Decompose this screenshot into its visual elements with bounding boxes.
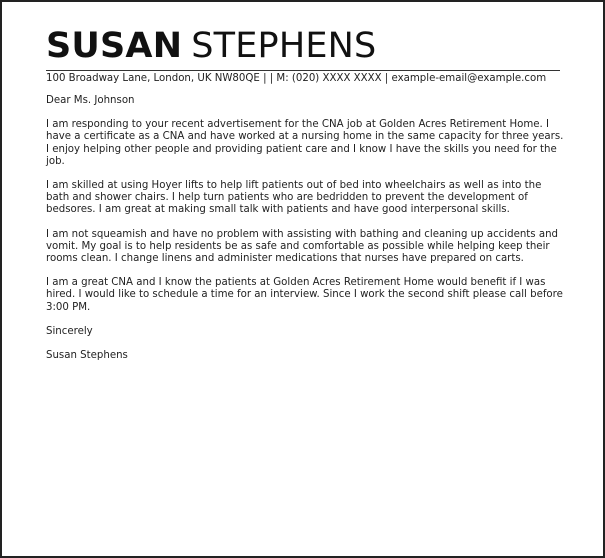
sender-last-name: STEPHENS bbox=[191, 26, 377, 66]
body-paragraph-2: I am skilled at using Hoyer lifts to help lift patients out of bed into wheelchairs as well as into the bath and shower chairs. I help turn patients who are bedridden to prevent the development of bedsores. I am great at making small talk with patients and have good interpersonal skills. bbox=[46, 180, 542, 216]
header-divider bbox=[46, 70, 560, 71]
salutation: Dear Ms. Johnson bbox=[46, 95, 135, 106]
body-paragraph-3: I am not squeamish and have no problem with assisting with bathing and cleaning up accidents and vomit. My goal is to help residents be as safe and comfortable as possible while helping keep their rooms clean. I change linens and administer medications that nurses have prepared on carts. bbox=[46, 228, 558, 265]
sender-name-heading bbox=[46, 26, 376, 66]
letter-body bbox=[46, 95, 566, 362]
body-paragraph-4: I am a great CNA and I know the patients at Golden Acres Retirement Home would benefit if I was hired. I would like to schedule a time for an interview. Since I work the second shift please call before 3:00 PM. bbox=[46, 277, 563, 313]
body-paragraph-1: I am responding to your recent advertisement for the CNA job at Golden Acres Retirement Home. I have a certificate as a CNA and have worked at a nursing home in the same capacity for three years. I enjoy helping other people and providing patient care and I know I have the skills you need for the job. bbox=[46, 119, 564, 167]
closing: Sincerely bbox=[46, 325, 93, 337]
sender-first-name: SUSAN bbox=[46, 26, 183, 66]
contact-line: 100 Broadway Lane, London, UK NW80QE | | M: (020) XXXX XXXX | example-email@example.com bbox=[46, 73, 547, 84]
signature-name: Susan Stephens bbox=[46, 350, 128, 362]
